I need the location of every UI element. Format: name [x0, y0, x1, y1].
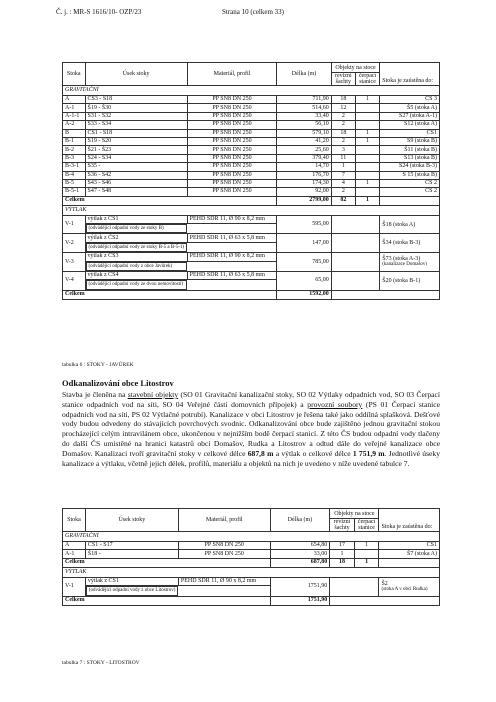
cell-delka: 514,60 [277, 104, 331, 112]
cell-stoka: B-3 [63, 154, 86, 162]
zaustena-line: Š73 (stoka A-3) [382, 256, 421, 263]
table-row [63, 272, 440, 280]
cell-zaustena: ČS1 [379, 542, 440, 550]
total-label: Celkem [63, 290, 277, 299]
cell-stoka: B-1 [63, 137, 86, 145]
col-usek: Úsek stoky [85, 63, 187, 86]
cell-zaustena: ČS1 [380, 129, 440, 137]
cell-revizni: 2 [331, 121, 355, 129]
cell-revizni: 1 [330, 550, 354, 558]
cell-material: PEHD SDR 11, Ø 90 x 8,2 mm [187, 215, 277, 223]
cell-cerpaci [355, 154, 379, 162]
cell-zaustena [380, 272, 440, 291]
total-label: Celkem [63, 558, 271, 567]
section-label: GRAVITAČNÍ [63, 532, 440, 542]
cell-zaustena: Š 15 (stoka B) [380, 171, 440, 179]
page-number: Strana 10 (celkem 33) [222, 8, 285, 16]
cell-delka: 33,00 [270, 550, 330, 558]
cell-usek: výtlak z ČS2 [85, 234, 187, 242]
cell-usek: Š35 - [85, 163, 187, 171]
cell-material: PEHD SDR 11, Ø 63 x 5,8 mm [187, 234, 277, 242]
cell-zaustena [379, 577, 440, 596]
col-delka: Délka (m) [270, 509, 330, 532]
table-litostrov [62, 508, 440, 606]
cell-usek: Š43 - Š46 [85, 179, 187, 187]
cell-usek: Š19 - Š30 [85, 104, 187, 112]
cell-material: PEHD SDR 11, Ø 63 x 5,8 mm [187, 272, 277, 280]
total-row [63, 196, 440, 205]
cell-delka: 92,00 [277, 188, 331, 196]
cell-usek: Š47 - Š48 [85, 188, 187, 196]
cell-cerpaci: 1 [355, 179, 379, 187]
cell-empty [331, 272, 379, 291]
cell-zaustena: Š9 (stoka B) [380, 137, 440, 145]
text: (PS 01 Čerpací stanice odpadních vod na síti, PS 02 Výtlačné potrubí). Kanalizace v obci Litostrov je řešena také jako oddílná splašková. Dešťové vody budou odvedeny do stávajících povrchových svodnic. Odkanalizování obce bude zajištěno jednou gravitační stokou procházející celým intravilánem obce, ukončenou v nejnižším bodě čerpací stanicí. Z této ČS budou odpadní vody tlačeny do další ČS umístěné na hranici katastrů obcí Domašov, Rudka a Litostrov a odtud dále do veřejné kanalizace obce Domašov. Kanalizaci tvoří gravitační stoky v celkové délce [62, 399, 440, 458]
total-empty [380, 196, 440, 205]
section-row [63, 532, 440, 542]
table-row [63, 577, 440, 585]
cell-zaustena: Š11 (stoka B) [380, 146, 440, 154]
cell-delka: 785,00 [277, 253, 331, 272]
cell-cerpaci: 1 [355, 96, 379, 104]
cell-zaustena: Š12 (stoka A) [380, 121, 440, 129]
total-row [63, 596, 440, 605]
cell-material: PP SN8 DN 250 [187, 121, 277, 129]
table-caption: tabulka 7 : STOKY - LITOSTROV [62, 660, 140, 666]
section-row [63, 567, 440, 577]
cell-material: PP SN8 DN 250 [187, 163, 277, 171]
table-row [63, 112, 440, 120]
pressure-length: 1 751,9 m [352, 448, 385, 458]
cell-stoka: A-2 [63, 121, 86, 129]
cell-stoka: V-2 [63, 234, 86, 253]
cell-stoka: B-5-1 [63, 188, 86, 196]
cell-zaustena: ČS 3 [380, 96, 440, 104]
cell-usek: výtlak z ČS4 [85, 272, 187, 280]
total-empty [379, 558, 440, 567]
cell-delka: 654,80 [270, 542, 330, 550]
zaustena-line: Š18 (stoka A) [382, 221, 416, 228]
cell-usek: Š19 - Š20 [85, 137, 187, 145]
cell-material: PP SN8 DN 250 [187, 146, 277, 154]
table-row [63, 253, 440, 261]
col-usek: Úsek stoky [85, 509, 178, 532]
cell-empty [331, 234, 379, 253]
col-material: Materiál, profil [178, 509, 270, 532]
total-delka: 687,80 [270, 558, 330, 567]
table-row [63, 137, 440, 145]
col-material: Materiál, profil [187, 63, 277, 86]
cell-zaustena: ČS 2 [380, 188, 440, 196]
cell-stoka: B-3-1 [63, 163, 86, 171]
cell-delka: 379,40 [277, 154, 331, 162]
cell-revizni: 17 [330, 542, 354, 550]
cell-revizni: 2 [331, 188, 355, 196]
col-delka: Délka (m) [277, 63, 331, 86]
cell-usek: Š33 - Š34 [85, 121, 187, 129]
cell-material: PP SN8 DN 250 [187, 188, 277, 196]
cell-material: PEHD SDR 11, Ø 90 x 8,2 mm [187, 253, 277, 261]
cell-cerpaci [355, 104, 379, 112]
cell-cerpaci [355, 171, 379, 179]
cell-material: PP SN8 DN 250 [187, 96, 277, 104]
cell-material: PP SN8 DN 250 [187, 104, 277, 112]
total-cerpaci: 1 [354, 558, 379, 567]
cell-zaustena: Š13 (stoka B) [380, 154, 440, 162]
col-objekty: Objekty na stoce [331, 63, 379, 73]
cell-material: PP SN8 DN 250 [187, 154, 277, 162]
cell-stoka: A-1-1 [63, 112, 86, 120]
cell-material: PP SN8 DN 250 [178, 550, 270, 558]
cell-delka: 65,00 [277, 272, 331, 291]
cell-delka: 56,10 [277, 121, 331, 129]
cell-cerpaci: 1 [354, 542, 379, 550]
text: a výtlak o celkové délce [273, 448, 353, 458]
cell-desc: (odvádějící odpadní vody ze stoky B-5 a B-5-1) [86, 243, 188, 252]
col-objekty: Objekty na stoce [330, 509, 379, 519]
cell-material: PP SN8 DN 250 [187, 171, 277, 179]
cell-usek: výtlak z ČS3 [85, 253, 187, 261]
table-row [63, 234, 440, 242]
cell-zaustena [380, 234, 440, 253]
cell-revizni: 18 [331, 96, 355, 104]
cell-stoka: V-4 [63, 272, 86, 291]
total-empty [330, 596, 440, 605]
cell-revizni: 7 [331, 171, 355, 179]
cell-cerpaci: 1 [355, 129, 379, 137]
total-label: Celkem [63, 596, 271, 605]
cell-usek: ČS1 - Š18 [85, 129, 187, 137]
cell-delka: 14,70 [277, 163, 331, 171]
cell-empty [330, 577, 379, 596]
table-row [63, 96, 440, 104]
cell-desc: (odvádějící odpadní vody z obce Javůrek) [86, 262, 188, 271]
section-row [63, 86, 440, 96]
table-row [63, 104, 440, 112]
cell-usek: Š31 - Š32 [85, 112, 187, 120]
cell-empty [331, 215, 379, 234]
table-row [63, 215, 440, 223]
cell-desc: (odvádějící odpadní vody ze dvou nemovitostí) [86, 280, 188, 289]
cell-usek: ČS1 - Š17 [85, 542, 178, 550]
cell-stoka: A-1 [63, 550, 86, 558]
cell-delka: 33,40 [277, 112, 331, 120]
total-delka: 1751,90 [270, 596, 330, 605]
cell-cerpaci [355, 146, 379, 154]
cell-zaustena: Š7 (stoka A) [379, 550, 440, 558]
table-javurek [62, 62, 440, 300]
cell-zaustena: Š27 (stoka A-1) [380, 112, 440, 120]
cell-delka: 25,60 [277, 146, 331, 154]
cell-desc: (odvádějící odpadní vody ze stoky B) [86, 224, 188, 233]
table-row [63, 129, 440, 137]
cell-usek: ČS3 - Š18 [85, 96, 187, 104]
table-row [63, 154, 440, 162]
cell-usek: Š24 - Š34 [85, 154, 187, 162]
zaustena-line: Š20 (stoka B-1) [382, 277, 421, 284]
cell-delka: 711,90 [277, 96, 331, 104]
section-label: VÝTLAK [63, 205, 440, 215]
table-row [63, 179, 440, 187]
zaustena-line: Š34 (stoka B-3) [382, 240, 421, 247]
zaustena-line: (kanalizace Domašov) [382, 262, 428, 268]
cell-delka: 41,20 [277, 137, 331, 145]
cell-material: PEHD SDR 11, Ø 90 x 8,2 mm [178, 577, 270, 585]
cell-stoka: A [63, 96, 86, 104]
cell-revizni: 1 [331, 163, 355, 171]
table-row [63, 146, 440, 154]
cell-revizni: 12 [331, 104, 355, 112]
cell-revizni: 2 [331, 137, 355, 145]
cell-zaustena [380, 215, 440, 234]
cell-material: PP SN8 DN 250 [187, 179, 277, 187]
table-row [63, 163, 440, 171]
table-row [63, 188, 440, 196]
table-row [63, 171, 440, 179]
col-stoka: Stoka [63, 63, 86, 86]
cell-usek: Š18 - [85, 550, 178, 558]
col-revizni: revizní šachty [331, 73, 355, 86]
table-row [63, 121, 440, 129]
cell-delka: 174,30 [277, 179, 331, 187]
cell-delka: 1751,90 [270, 577, 330, 596]
cell-stoka: V-3 [63, 253, 86, 272]
cell-stoka: B-5 [63, 179, 86, 187]
cell-zaustena: Š5 (stoka A) [380, 104, 440, 112]
zaustena-line: (stoka A v obci Rudka) [381, 586, 428, 592]
cell-zaustena [380, 253, 440, 272]
cell-usek: Š36 - Š42 [85, 171, 187, 179]
cell-delka: 579,10 [277, 129, 331, 137]
cell-usek: Š21 - Š23 [85, 146, 187, 154]
table-caption: tabulka 6 : STOKY - JAVŮREK [62, 362, 134, 368]
link-stavebni-objekty: stavební objekty [127, 390, 179, 399]
col-stoka: Stoka [63, 509, 86, 532]
section-label: VÝTLAK [63, 567, 440, 577]
cell-revizni: 3 [331, 146, 355, 154]
table-row [63, 542, 440, 550]
cell-stoka: B [63, 129, 86, 137]
total-label: Celkem [63, 196, 277, 205]
total-delka: 1592,00 [277, 290, 331, 299]
cell-zaustena: Š24 (stoka B-3) [380, 163, 440, 171]
cell-revizni: 2 [331, 112, 355, 120]
total-cerpaci: 1 [355, 196, 379, 205]
cell-material: PP SN8 DN 250 [187, 112, 277, 120]
text: (SO 01 Gravitační kanalizační stoky, SO 02 Výtlaky odpadních vod, SO 03 Čerpací stanice odpadních vod na síti, SO 04 Veřejné části domovních přípojek) a [62, 390, 441, 409]
total-empty [331, 290, 439, 299]
col-zaustena: Stoka je zaústěna do: [379, 509, 440, 532]
section-label: GRAVITAČNÍ [63, 86, 440, 96]
cell-stoka: A [63, 542, 86, 550]
cell-stoka: B-2 [63, 146, 86, 154]
section-paragraph [62, 390, 440, 468]
section-row [63, 205, 440, 215]
cell-cerpaci [355, 112, 379, 120]
total-revizni: 82 [331, 196, 355, 205]
table-row [63, 550, 440, 558]
col-cerpaci: čerpací stanice [355, 73, 379, 86]
cell-stoka: B-4 [63, 171, 86, 179]
cell-empty [331, 253, 379, 272]
total-row [63, 558, 440, 567]
total-revizni: 18 [330, 558, 354, 567]
cell-zaustena: ČS 2 [380, 179, 440, 187]
cell-stoka: A-1 [63, 104, 86, 112]
cell-material: PP SN8 DN 250 [178, 542, 270, 550]
cell-cerpaci: 1 [355, 137, 379, 145]
cell-stoka: V-1 [63, 577, 86, 596]
cell-cerpaci [355, 188, 379, 196]
col-revizni: revizní šachty [330, 519, 354, 532]
cell-revizni: 18 [331, 129, 355, 137]
cell-delka: 147,00 [277, 234, 331, 253]
gravity-length: 687,8 m [247, 448, 274, 458]
total-row [63, 290, 440, 299]
cell-delka: 595,00 [277, 215, 331, 234]
cell-cerpaci [355, 121, 379, 129]
zaustena-line: Š2 [381, 580, 388, 587]
cell-revizni: 11 [331, 154, 355, 162]
col-cerpaci: čerpací stanice [354, 519, 379, 532]
cell-usek: výtlak z ČS1 [85, 215, 187, 223]
cell-cerpaci [354, 550, 379, 558]
doc-reference: Č. j. : MR-S 1616/10- OZP/23 [56, 8, 142, 16]
cell-cerpaci [355, 163, 379, 171]
link-provozni-soubory: provozní soubory [307, 399, 363, 409]
cell-stoka: V-1 [63, 215, 86, 234]
cell-usek: výtlak z ČS1 [85, 577, 178, 585]
total-delka: 2799,00 [277, 196, 331, 205]
text: . Jednotlivé úseky kanalizace a výtlaku, včetně jejich délek, profilů, materiálu a objektů na nich je uvedeno v níže uvedené tabulce 7. [62, 448, 440, 468]
col-zaustena: Stoka je zaústěna do: [380, 63, 440, 86]
cell-material: PP SN8 DN 250 [187, 137, 277, 145]
cell-material: PP SN8 DN 250 [187, 129, 277, 137]
cell-desc: (odvádějící odpadní vody z obce Litostrov) [86, 586, 179, 595]
cell-delka: 176,70 [277, 171, 331, 179]
text: Stavba je členěna na [62, 390, 128, 399]
section-heading: Odkanalizování obce Litostrov [62, 378, 174, 388]
cell-revizni: 4 [331, 179, 355, 187]
